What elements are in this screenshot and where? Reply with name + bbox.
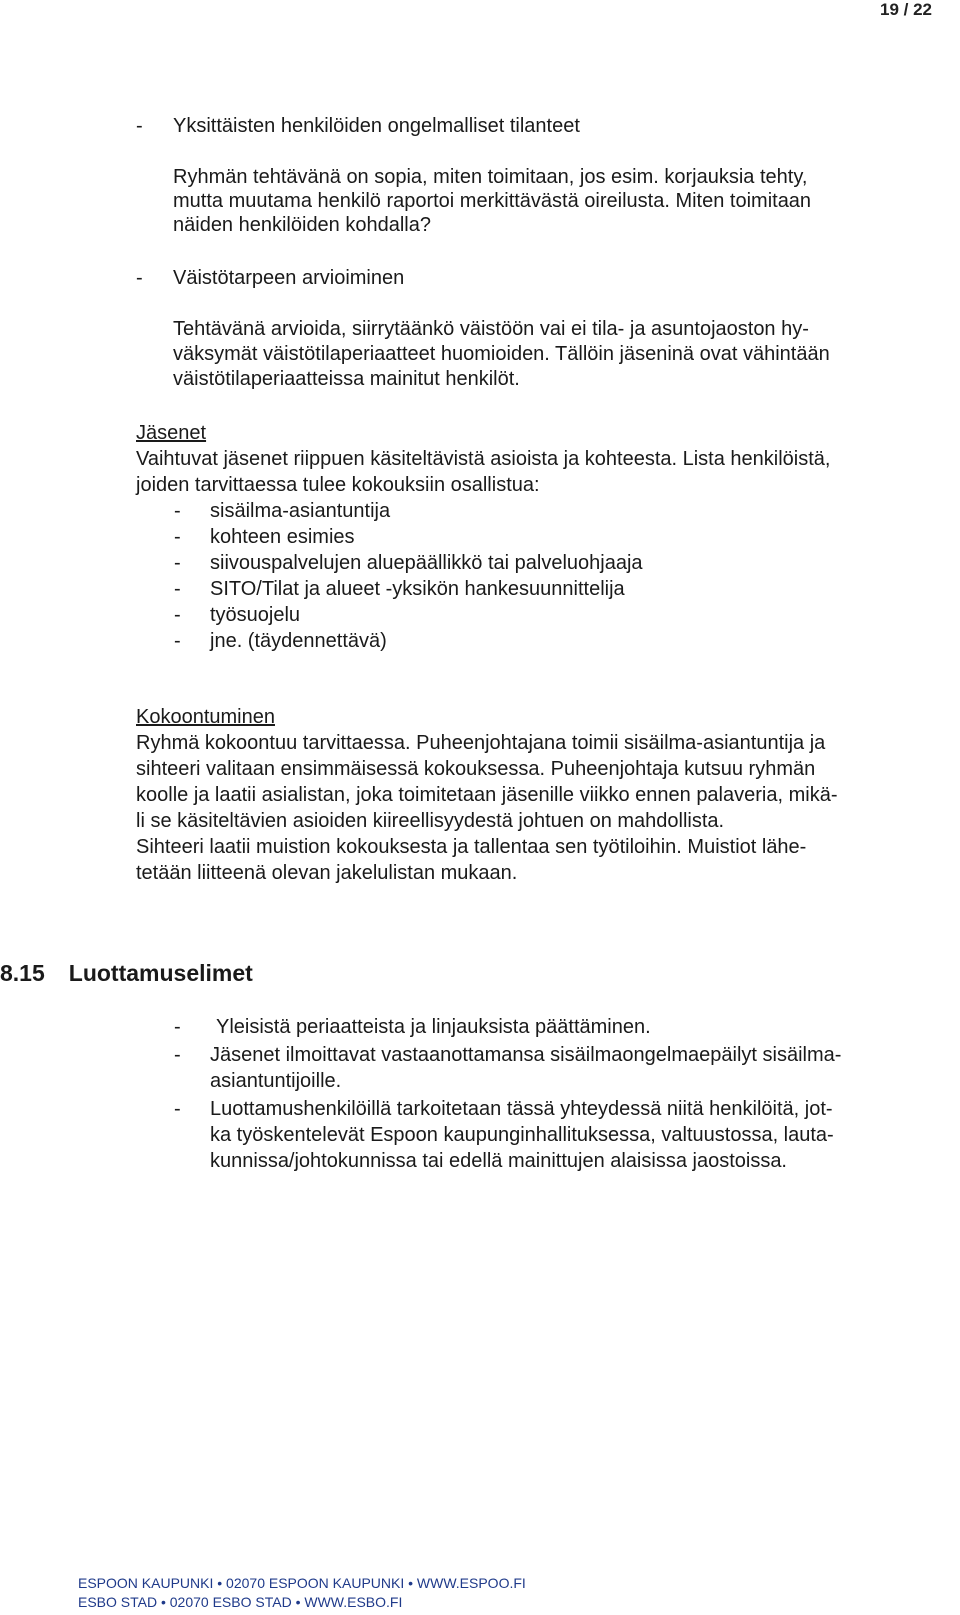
members-list-item: SITO/Tilat ja alueet -yksikön hankesuunnittelija	[210, 578, 625, 600]
members-heading: Jäsenet	[136, 422, 207, 444]
bullet-dash: -	[174, 1098, 181, 1120]
item-text-line: mutta muutama henkilö raportoi merkittävästä oireilusta. Miten toimitaan	[173, 190, 812, 212]
list-dash: -	[174, 552, 181, 574]
item-title-individual-situations: Yksittäisten henkilöiden ongelmalliset tilanteet	[173, 115, 580, 137]
members-text-line: joiden tarvittaessa tulee kokouksiin osallistua:	[136, 474, 540, 496]
meeting-text-line: koolle ja laatii asialistan, joka toimitetaan jäsenille viikko ennen palaveria, mikä-	[136, 784, 838, 806]
bullet-dash: -	[136, 267, 143, 289]
bullet-dash: -	[136, 115, 143, 137]
item-text-line: näiden henkilöiden kohdalla?	[173, 214, 431, 236]
section-bullet-line: Luottamushenkilöillä tarkoitetaan tässä yhteydessä niitä henkilöitä, jot-	[210, 1098, 833, 1120]
members-list-item: jne. (täydennettävä)	[210, 630, 387, 652]
list-dash: -	[174, 630, 181, 652]
list-dash: -	[174, 500, 181, 522]
section-number: 8.15	[0, 960, 45, 986]
members-list-item: siivouspalvelujen aluepäällikkö tai palveluohjaaja	[210, 552, 643, 574]
list-dash: -	[174, 578, 181, 600]
meeting-text-line: li se käsiteltävien asioiden kiireellisyydestä johtuen on mahdollista.	[136, 810, 725, 832]
members-text-line: Vaihtuvat jäsenet riippuen käsiteltävistä asioista ja kohteesta. Lista henkilöistä,	[136, 448, 831, 470]
members-list-item: sisäilma-asiantuntija	[210, 500, 391, 522]
section-bullet-line: Jäsenet ilmoittavat vastaanottamansa sisäilmaongelmaepäilyt sisäilma-	[210, 1044, 842, 1066]
list-dash: -	[174, 604, 181, 626]
section-heading	[0, 960, 253, 987]
bullet-dash: -	[174, 1044, 181, 1066]
meeting-text-line: Ryhmä kokoontuu tarvittaessa. Puheenjohtajana toimii sisäilma-asiantuntija ja	[136, 732, 826, 754]
meeting-text-line: tetään liitteenä olevan jakelulistan mukaan.	[136, 862, 518, 884]
section-title: Luottamuselimet	[68, 960, 253, 986]
item-text-line: väksymät väistötilaperiaatteet huomioiden. Tällöin jäseninä ovat vähintään	[173, 343, 830, 365]
footer-line-swedish: ESBO STAD • 02070 ESBO STAD • WWW.ESBO.FI	[78, 1594, 403, 1610]
section-bullet-line: ka työskentelevät Espoon kaupunginhallituksessa, valtuustossa, lauta-	[210, 1124, 834, 1146]
section-bullet-line: asiantuntijoille.	[210, 1070, 342, 1092]
page-number: 19 / 22	[880, 0, 932, 19]
list-dash: -	[174, 526, 181, 548]
item-text-line: Tehtävänä arvioida, siirrytäänkö väistöön vai ei tila- ja asuntojaoston hy-	[173, 318, 809, 340]
members-list-item: kohteen esimies	[210, 526, 355, 548]
item-text-line: väistötilaperiaatteissa mainitut henkilöt.	[173, 368, 520, 390]
item-title-relocation-assessment: Väistötarpeen arvioiminen	[173, 267, 405, 289]
meeting-text-line: sihteeri valitaan ensimmäisessä kokouksessa. Puheenjohtaja kutsuu ryhmän	[136, 758, 816, 780]
meeting-heading: Kokoontuminen	[136, 706, 275, 728]
meeting-text-line: Sihteeri laatii muistion kokouksesta ja tallentaa sen työtiloihin. Muistiot lähe-	[136, 836, 807, 858]
bullet-dash: -	[174, 1016, 181, 1038]
section-bullet-line: Yleisistä periaatteista ja linjauksista päättäminen.	[216, 1016, 651, 1038]
section-bullet-line: kunnissa/johtokunnissa tai edellä mainittujen alaisissa jaostoissa.	[210, 1150, 787, 1172]
footer-line-finnish: ESPOON KAUPUNKI • 02070 ESPOON KAUPUNKI • WWW.ESPOO.FI	[78, 1575, 526, 1591]
members-list-item: työsuojelu	[210, 604, 301, 626]
item-text-line: Ryhmän tehtävänä on sopia, miten toimitaan, jos esim. korjauksia tehty,	[173, 166, 808, 188]
